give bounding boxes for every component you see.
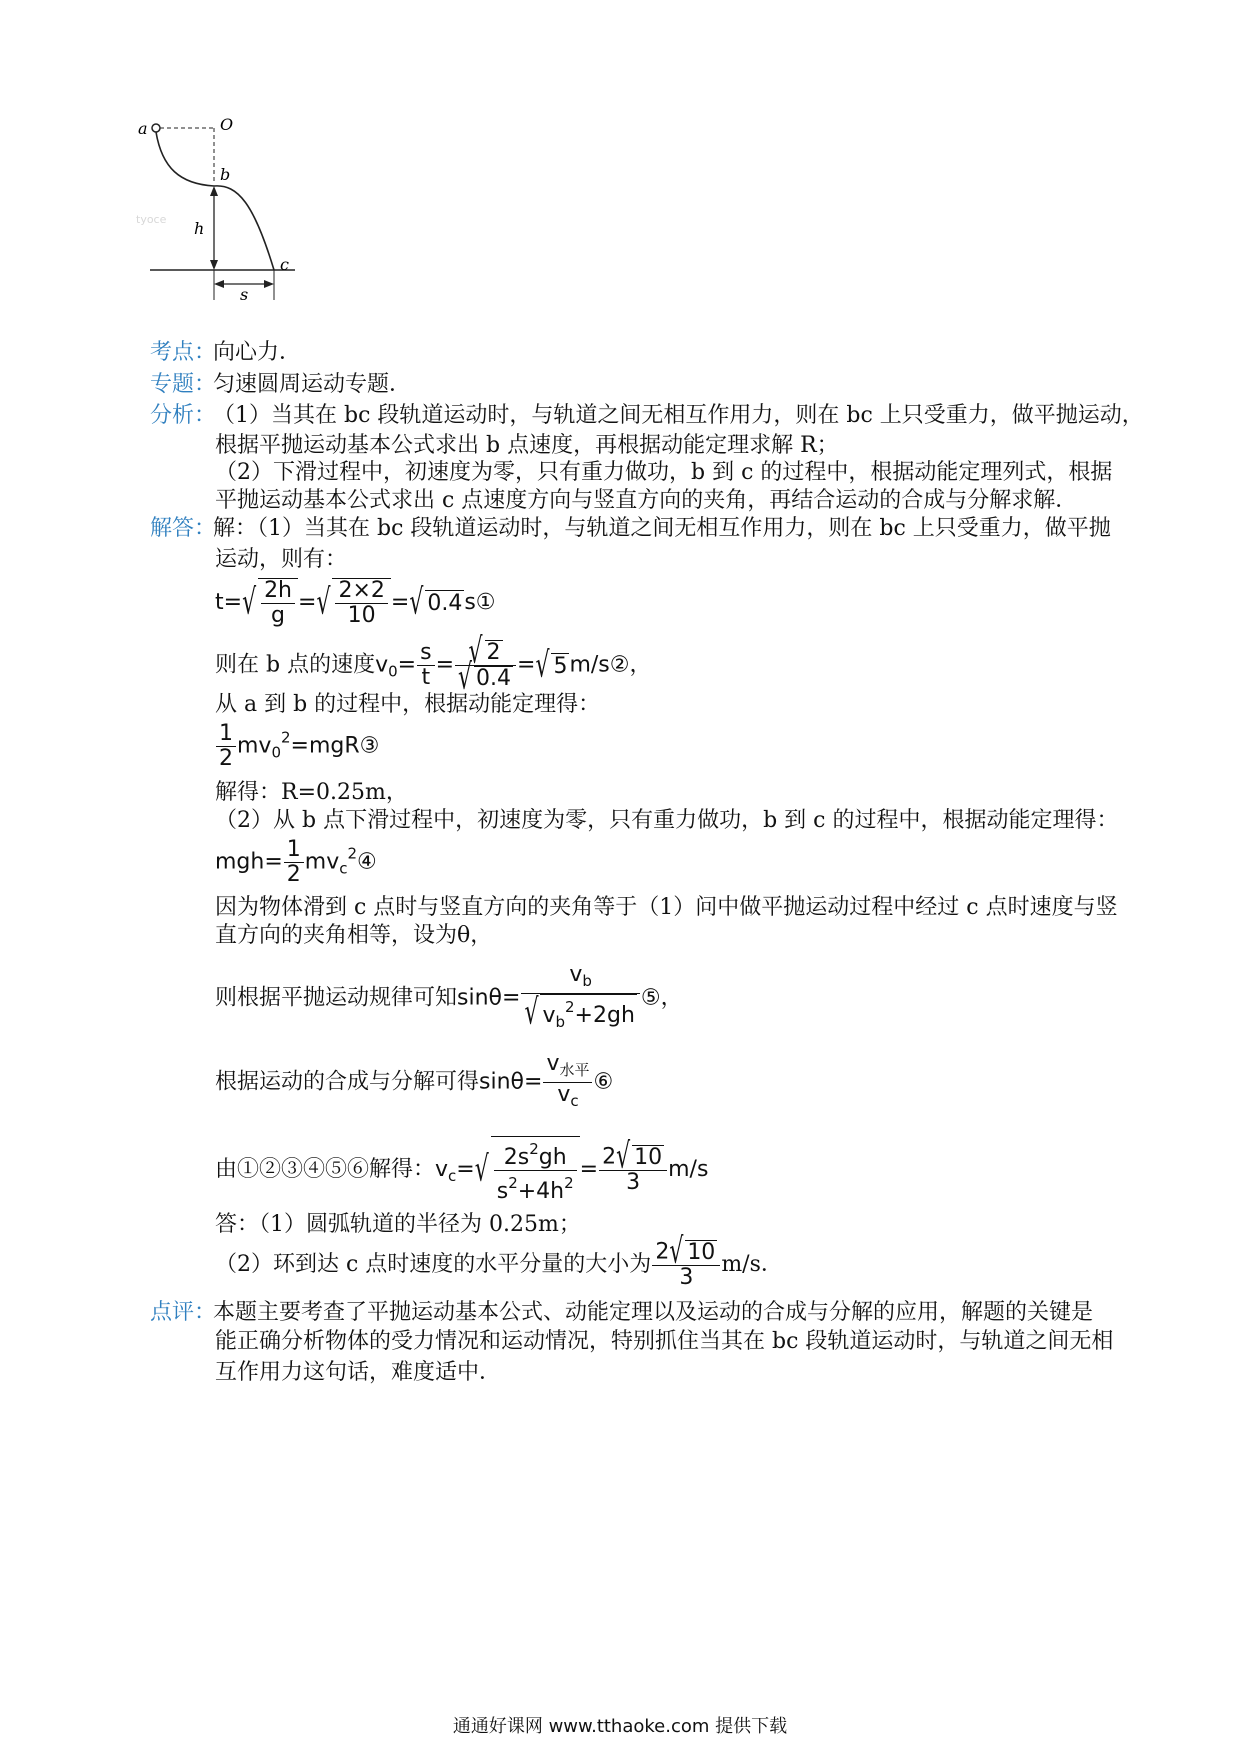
jieda-label: 解答： — [150, 516, 217, 541]
equation-2: 则在 b 点的速度$v_0=$ $\frac{s}{t}$ = √ 2 √ 0.4 =√ 5m/s②， — [215, 640, 652, 691]
kaodian-line — [150, 338, 301, 368]
answer-2: （2）环到达 c 点时速度的水平分量的大小为 $\frac{2√ 10}{3}$ m/s． — [215, 1240, 783, 1290]
zhuanti-label: 专题： — [150, 372, 217, 397]
kaodian-label: 考点： — [150, 340, 217, 365]
dianping-label: 点评： — [150, 1300, 217, 1325]
zhuanti-line — [150, 370, 411, 400]
equation-3: $\frac{1}{2}$ $mv_0^2=mgR③$ — [215, 722, 379, 771]
equation-1: t= √ $\frac{2h}{g}$ = √ $\frac{2\times 2}{10}$ =√ 0.4s① — [215, 578, 496, 628]
watermark: tyoce — [136, 213, 167, 226]
equation-5: 则根据平抛运动规律可知sinθ= $v_b$ √ $v_b^2+2gh$ ⑤， — [215, 963, 683, 1034]
label-O: O — [220, 115, 234, 134]
equation-6: 根据运动的合成与分解可得sinθ= $\frac{v_{水平}}{v_c}$ ⑥ — [215, 1051, 614, 1110]
dianping-line-2: 能正确分析物体的受力情况和运动情况，特别抓住当其在 bc 段轨道运动时，与轨道之间无相 — [215, 1329, 1114, 1354]
label-b: b — [220, 165, 231, 184]
dianping-text-1: 本题主要考查了平抛运动基本公式、动能定理以及运动的合成与分解的应用，解题的关键是 — [213, 1300, 1094, 1325]
fenxi-line-4: 平抛运动基本公式求出 c 点速度方向与竖直方向的夹角，再结合运动的合成与分解求解． — [215, 488, 1078, 513]
footer: 通通好课网 www.tthaoke.com 提供下载 — [452, 1716, 788, 1737]
trajectory-figure — [136, 115, 350, 348]
label-h: h — [194, 219, 205, 238]
jieda-line-ab: 从 a 到 b 的过程中，根据动能定理得： — [215, 692, 601, 717]
equation-7: 由①②③④⑤⑥解得：$v_c=$ √ $\frac{2s^2gh}{s^2+4h^2}$ = $\frac{2√ 10}{3}$ m/s — [215, 1136, 708, 1204]
fenxi-text-1: （1）当其在 bc 段轨道运动时，与轨道之间无相互作用力，则在 bc 上只受重力，做平抛运动， — [213, 403, 1144, 428]
zhuanti-text: 匀速圆周运动专题． — [213, 372, 412, 397]
jieda-line-R: 解得：R=0.25m， — [215, 780, 408, 805]
equation-4: mgh= $\frac{1}{2}$ $mv_c^2④$ — [215, 837, 377, 887]
label-s: s — [240, 285, 249, 304]
fenxi-label: 分析： — [150, 403, 217, 428]
label-c: c — [280, 255, 289, 274]
jieda-line-2b: （2）从 b 点下滑过程中，初速度为零，只有重力做功，b 到 c 的过程中，根据动能定理得： — [215, 808, 1119, 833]
dianping-line-1 — [150, 1298, 1093, 1328]
dianping-line-3: 互作用力这句话，难度适中． — [215, 1360, 502, 1385]
jieda-line-2: 运动，则有： — [215, 547, 348, 572]
fenxi-line-2: 根据平抛运动基本公式求出 b 点速度，再根据动能定理求解 R； — [215, 433, 839, 458]
fenxi-line-1 — [150, 401, 1144, 431]
trajectory-diagram — [136, 115, 350, 348]
kaodian-text: 向心力． — [213, 340, 302, 365]
label-a: a — [138, 119, 148, 138]
jieda-because-2: 直方向的夹角相等，设为θ， — [215, 923, 493, 948]
jieda-line-1 — [150, 514, 1111, 544]
fenxi-line-3: （2）下滑过程中，初速度为零，只有重力做功，b 到 c 的过程中，根据动能定理列式，根据 — [215, 460, 1113, 485]
jieda-because-1: 因为物体滑到 c 点时与竖直方向的夹角等于（1）问中做平抛运动过程中经过 c 点时速度与竖 — [215, 895, 1118, 920]
answer-1: 答：（1）圆弧轨道的半径为 0.25m； — [215, 1212, 581, 1237]
jieda-text-1: 解：（1）当其在 bc 段轨道运动时，与轨道之间无相互作用力，则在 bc 上只受重力，做平抛 — [213, 516, 1111, 541]
